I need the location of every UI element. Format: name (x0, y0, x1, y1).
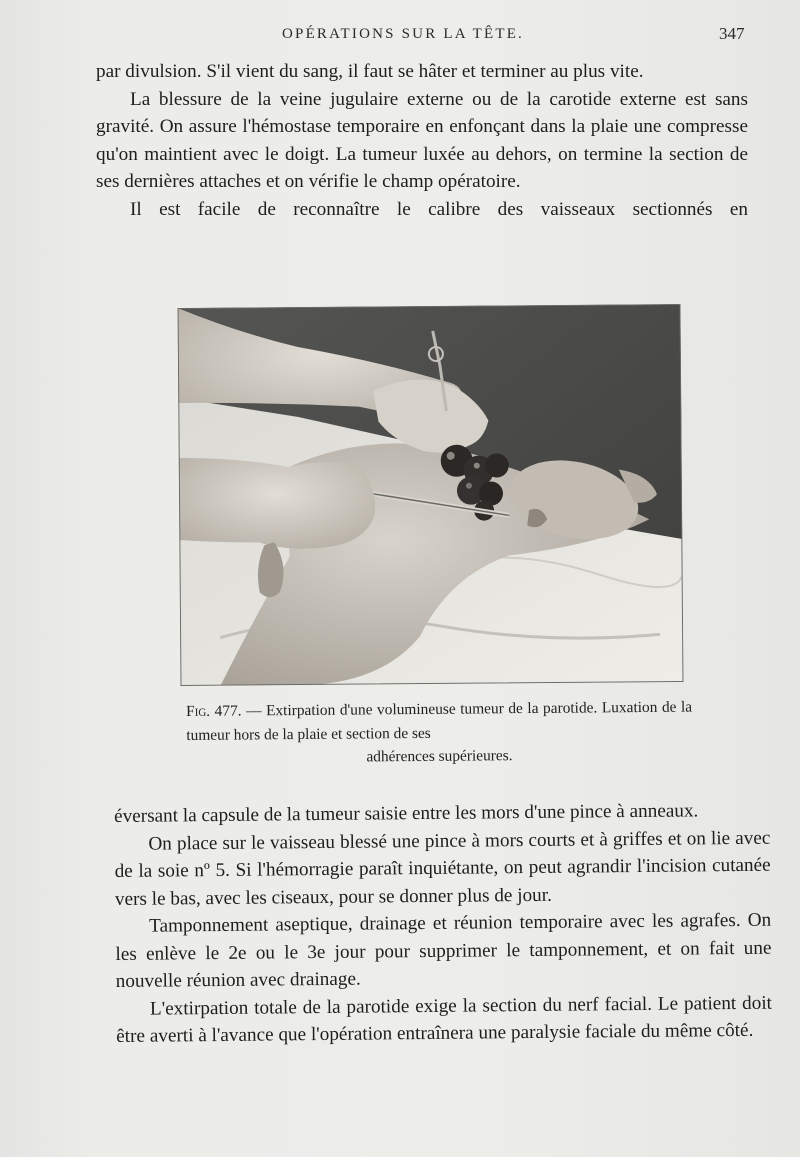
paragraph: La blessure de la veine jugulaire externe ou de la carotide externe est sans gravité. On assure l'hémostase temporaire en enfonçant dans la plaie une compresse qu'on maintient avec le doigt. La tumeur luxée au dehors, on termine la section de ses dernières attaches et on vérifie le champ opératoire. (96, 88, 748, 192)
running-head (0, 26, 800, 50)
paragraph: Tamponnement aseptique, drainage et réunion temporaire avec les agrafes. On les enlève le 2e ou le 3e jour pour supprimer le tamponnement, et on fait une nouvelle réunion avec drainage. (115, 909, 772, 992)
surgical-photograph (178, 304, 684, 686)
text-block-top (96, 58, 748, 223)
figure-label: Fig. 477. (186, 702, 242, 720)
paragraph: par divulsion. S'il vient du sang, il faut se hâter et terminer au plus vite. (96, 61, 644, 82)
paragraph: éversant la capsule de la tumeur saisie entre les mors d'une pince à anneaux. (114, 800, 699, 827)
caption-text: — Extirpation d'une volumineuse tumeur de la parotide. Luxation de la tumeur hors de la plaie et section de ses (186, 698, 693, 744)
caption-last-line: adhérences supérieures. (366, 747, 513, 766)
paragraph: On place sur le vaisseau blessé une pince à mors courts et à griffes et on lie avec de la soie nº 5. Si l'hémorragie paraît inquiétante, on peut agrandir l'incision cutanée vers le bas, avec les ciseaux, pour se donner plus de jour. (114, 827, 771, 910)
page-number: 347 (719, 24, 745, 43)
running-title: OPÉRATIONS SUR LA TÊTE. (282, 26, 525, 42)
surgeon-lower-hand (179, 456, 376, 549)
paragraph: Il est facile de reconnaître le calibre des vaisseaux sectionnés en (130, 198, 748, 220)
figure-caption (186, 696, 693, 771)
paragraph: L'extirpation totale de la parotide exige la section du nerf facial. Le patient doit être averti à l'avance que l'opération entraînera une paralysie faciale du même côté. (116, 992, 773, 1047)
text-block-bottom (114, 797, 772, 1051)
